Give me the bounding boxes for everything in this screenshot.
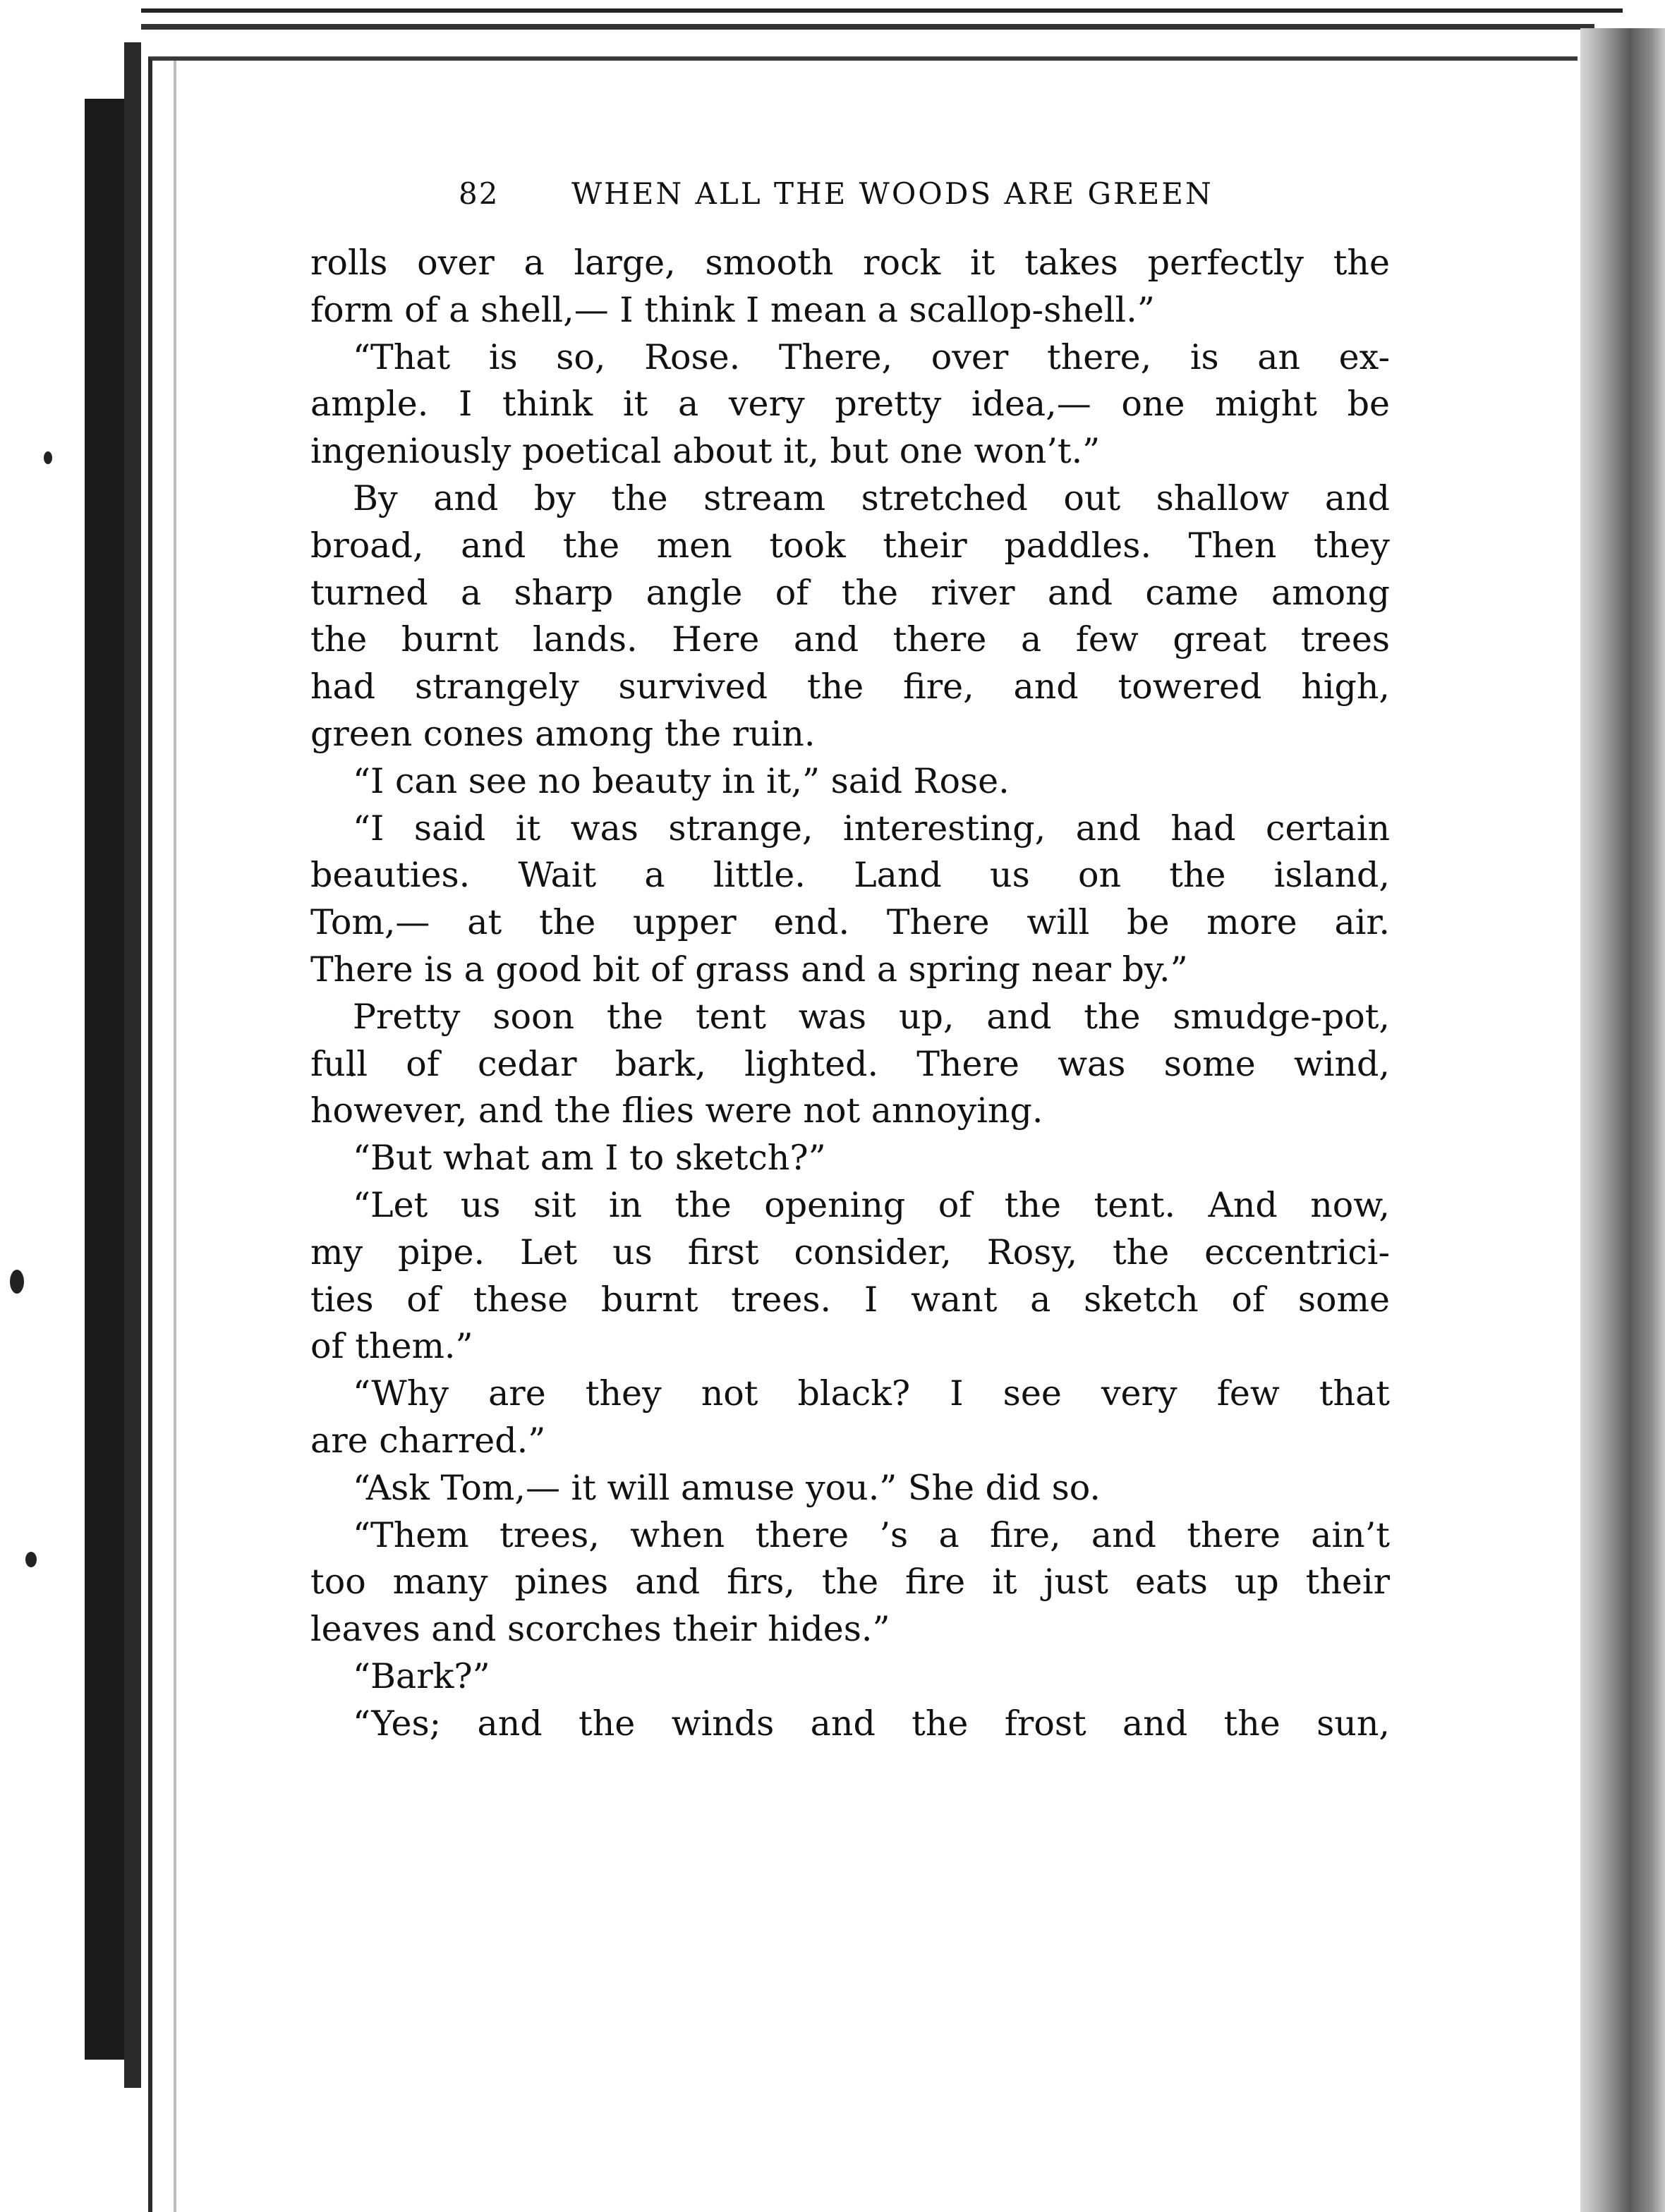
text-line: form of a shell,— I think I mean a scallop-shell.”: [310, 289, 1155, 330]
scanner-left-edge: [0, 0, 141, 2212]
text-line: had strangely survived the fire, and towered high,: [310, 667, 1390, 707]
text-line: “Ask Tom,— it will amuse you.” She did so.: [353, 1467, 1101, 1508]
text-line: “I said it was strange, interesting, and had certain: [353, 808, 1390, 849]
text-line: ample. I think it a very pretty idea,— one might be: [310, 384, 1390, 425]
text-line: my pipe. Let us first consider, Rosy, the eccentrici-: [310, 1232, 1390, 1272]
scanner-top-edge: [0, 0, 1665, 42]
text-line: “But what am I to sketch?”: [353, 1138, 826, 1179]
text-line: By and by the stream stretched out shallow and: [353, 478, 1390, 518]
text-line: Pretty soon the tent was up, and the smudge-pot,: [353, 996, 1390, 1037]
text-line: are charred.”: [310, 1420, 546, 1461]
text-line: broad, and the men took their paddles. Then they: [310, 525, 1390, 566]
text-line: leaves and scorches their hides.”: [310, 1609, 890, 1650]
page-margin-rule: [174, 61, 176, 2212]
text-line: of them.”: [310, 1326, 473, 1367]
text-line: too many pines and firs, the fire it just eats up their: [310, 1562, 1390, 1603]
text-line: “Bark?”: [353, 1655, 490, 1696]
text-line: rolls over a large, smooth rock it takes perfectly the: [310, 243, 1390, 283]
text-line: ties of these burnt trees. I want a sketch of some: [310, 1279, 1390, 1320]
scan-speck: [10, 1270, 24, 1294]
scan-speck: [44, 451, 52, 464]
book-spine-shadow: [85, 99, 127, 2060]
top-rule: [141, 24, 1594, 30]
page-number: 82: [459, 176, 500, 211]
page-edge-shadow: [1580, 28, 1665, 2212]
top-rule: [0, 8, 1623, 13]
text-line: ingeniously poetical about it, but one won’t.”: [310, 431, 1101, 472]
scan-speck: [25, 1552, 37, 1567]
text-line: green cones among the ruin.: [310, 713, 816, 754]
text-line: “That is so, Rose. There, over there, is an ex-: [353, 336, 1390, 377]
text-line: “I can see no beauty in it,” said Rose.: [353, 760, 1010, 801]
text-line: full of cedar bark, lighted. There was some wind,: [310, 1043, 1390, 1084]
page-text: [310, 176, 1390, 1748]
book-spine-shadow: [124, 42, 141, 2088]
text-line: There is a good bit of grass and a spring near by.”: [310, 949, 1188, 990]
text-line: turned a sharp angle of the river and came among: [310, 572, 1390, 613]
text-line: the burnt lands. Here and there a few great trees: [310, 619, 1390, 660]
text-line: “Let us sit in the opening of the tent. And now,: [353, 1184, 1390, 1225]
text-line: Tom,— at the upper end. There will be more air.: [310, 902, 1390, 943]
text-line: beauties. Wait a little. Land us on the island,: [310, 855, 1390, 896]
text-line: “Them trees, when there ’s a fire, and there ain’t: [353, 1514, 1390, 1555]
text-line: “Why are they not black? I see very few that: [353, 1373, 1390, 1414]
body-text: [310, 240, 1390, 1748]
text-line: “Yes; and the winds and the frost and the sun,: [353, 1703, 1390, 1744]
text-line: however, and the flies were not annoying.: [310, 1090, 1043, 1131]
running-title: WHEN ALL THE WOODS ARE GREEN: [571, 176, 1213, 211]
running-header: [459, 176, 1390, 240]
